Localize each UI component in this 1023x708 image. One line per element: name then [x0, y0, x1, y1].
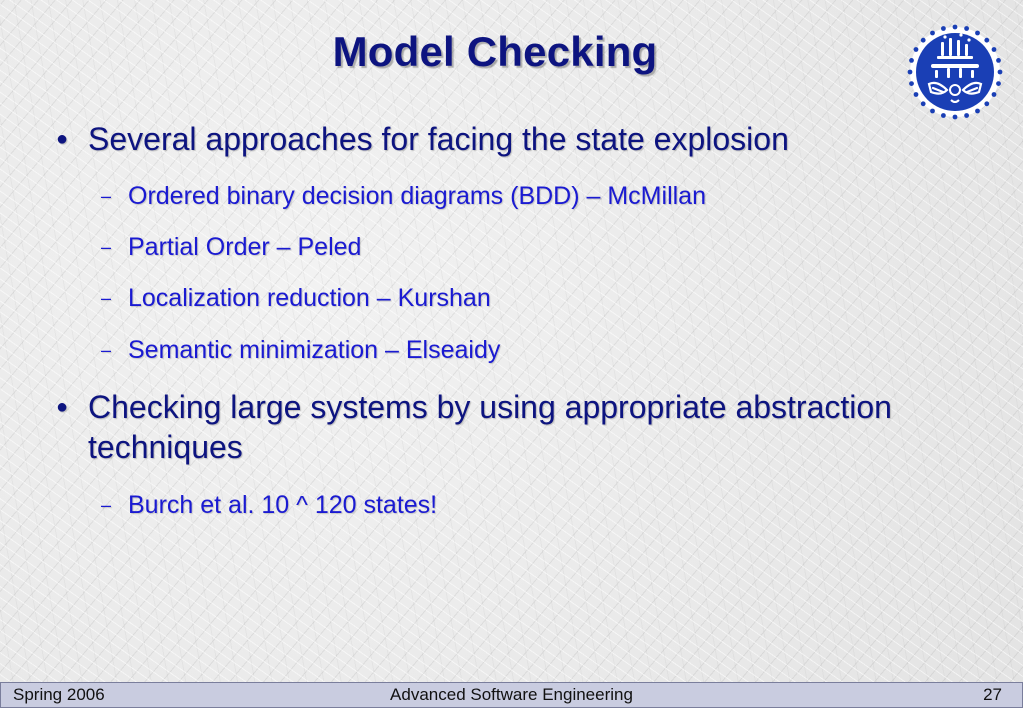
- dash-icon: –: [101, 495, 112, 515]
- bullet-text: Several approaches for facing the state explosion: [88, 121, 789, 157]
- sub-bullet-item: [101, 181, 706, 211]
- sub-bullet-item: [101, 335, 501, 365]
- footer-date: Spring 2006: [13, 685, 105, 704]
- sub-bullet-item: [101, 490, 438, 520]
- sub-bullet-text: Ordered binary decision diagrams (BDD) – McMillan: [128, 182, 706, 210]
- dash-icon: –: [101, 186, 112, 206]
- university-seal-logo: [907, 22, 1003, 122]
- sub-bullet-text: Localization reduction – Kurshan: [128, 284, 491, 312]
- sub-bullet-item: [101, 283, 491, 313]
- sub-bullet-text: Partial Order – Peled: [128, 233, 362, 261]
- dash-icon: –: [101, 237, 112, 257]
- slide-footer: [0, 682, 1023, 708]
- bullet-item: [56, 387, 993, 467]
- footer-slide-number: 27: [983, 685, 1002, 704]
- bullet-text: Checking large systems by using appropriate abstraction techniques: [88, 389, 892, 465]
- footer-course-title: Advanced Software Engineering: [390, 685, 633, 704]
- sub-bullet-text: Semantic minimization – Elseaidy: [128, 336, 501, 364]
- dash-icon: –: [101, 340, 112, 360]
- sub-bullet-text: Burch et al. 10 ^ 120 states!: [128, 491, 438, 519]
- dash-icon: –: [101, 288, 112, 308]
- sub-bullet-item: [101, 232, 362, 262]
- bullet-dot-icon: ●: [56, 396, 69, 418]
- bullet-dot-icon: ●: [56, 128, 69, 150]
- bullet-item: [56, 119, 988, 159]
- university-of-tehran-seal-icon: [907, 22, 1003, 122]
- slide-title: Model Checking: [332, 28, 658, 75]
